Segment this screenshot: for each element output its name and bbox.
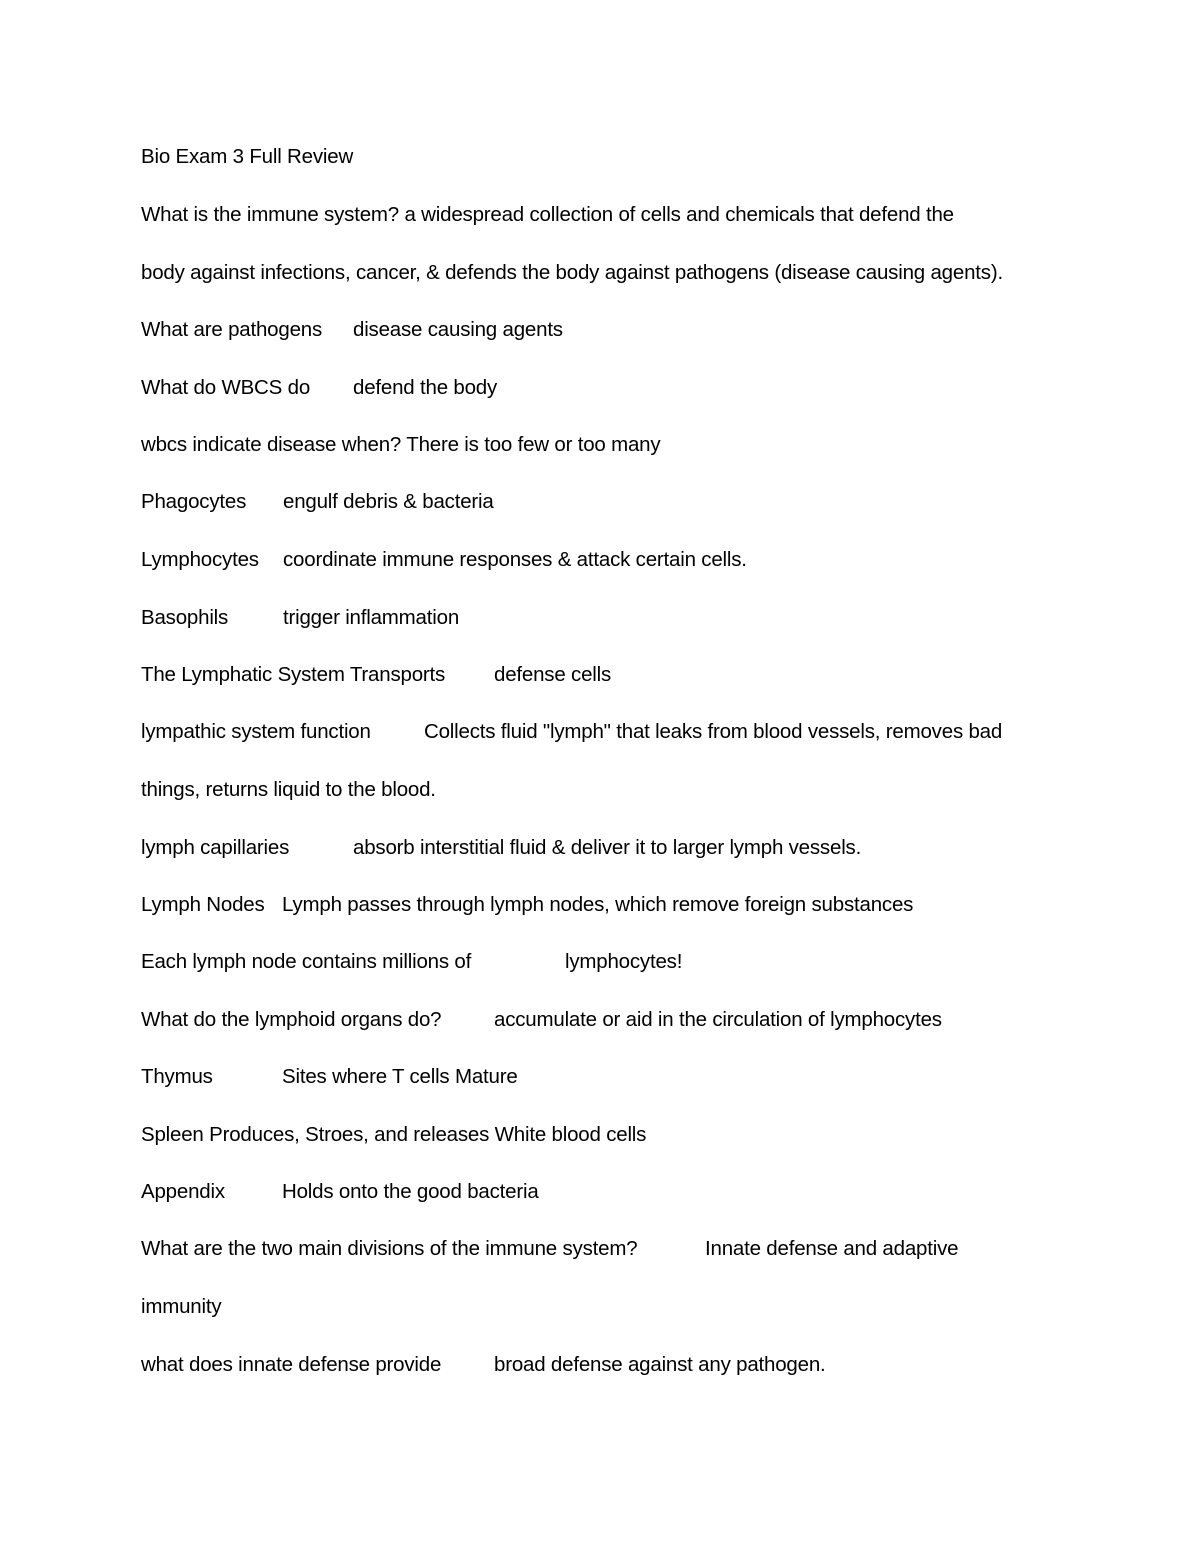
line-text: things, returns liquid to the blood. bbox=[141, 778, 436, 801]
line-definition: engulf debris & bacteria bbox=[283, 490, 494, 513]
line-text: What is the immune system? a widespread collection of cells and chemicals that defend the bbox=[141, 203, 954, 226]
line-text: body against infections, cancer, & defends the body against pathogens (disease causing agents). bbox=[141, 261, 1003, 284]
line-definition: defend the body bbox=[353, 376, 498, 399]
line-definition: Holds onto the good bacteria bbox=[282, 1180, 539, 1203]
line-definition: trigger inflammation bbox=[283, 606, 460, 629]
line-definition: Collects fluid "lymph" that leaks from blood vessels, removes bad bbox=[424, 720, 1003, 743]
line-definition: coordinate immune responses & attack certain cells. bbox=[283, 548, 747, 571]
line-term: lymph capillaries bbox=[141, 836, 290, 859]
line-term: Phagocytes bbox=[141, 490, 247, 513]
line-definition: broad defense against any pathogen. bbox=[494, 1353, 826, 1376]
line-definition: absorb interstitial fluid & deliver it to larger lymph vessels. bbox=[353, 836, 862, 859]
line-term: Lymph Nodes bbox=[141, 893, 265, 916]
line-term: Each lymph node contains millions of bbox=[141, 950, 472, 973]
line-text: Spleen Produces, Stroes, and releases White blood cells bbox=[141, 1123, 647, 1146]
line-definition: accumulate or aid in the circulation of lymphocytes bbox=[494, 1008, 942, 1031]
line-term: What are pathogens bbox=[141, 318, 323, 341]
line-text: wbcs indicate disease when? There is too few or too many bbox=[141, 433, 661, 456]
line-term: Lymphocytes bbox=[141, 548, 259, 571]
line-definition: disease causing agents bbox=[353, 318, 563, 341]
line-term: lympathic system function bbox=[141, 720, 371, 743]
line-term: What do WBCS do bbox=[141, 376, 311, 399]
line-term: Appendix bbox=[141, 1180, 225, 1203]
line-term: What do the lymphoid organs do? bbox=[141, 1008, 442, 1031]
line-term: Thymus bbox=[141, 1065, 213, 1088]
line-definition: defense cells bbox=[494, 663, 612, 686]
line-definition: Innate defense and adaptive bbox=[705, 1237, 959, 1260]
line-text: immunity bbox=[141, 1295, 222, 1318]
line-definition: Sites where T cells Mature bbox=[282, 1065, 518, 1088]
line-term: what does innate defense provide bbox=[141, 1353, 442, 1376]
line-term: The Lymphatic System Transports bbox=[141, 663, 446, 686]
line-term: Basophils bbox=[141, 606, 229, 629]
line-definition: lymphocytes! bbox=[565, 950, 683, 973]
line-definition: Lymph passes through lymph nodes, which remove foreign substances bbox=[282, 893, 914, 916]
line-term: What are the two main divisions of the immune system? bbox=[141, 1237, 638, 1260]
document-title: Bio Exam 3 Full Review bbox=[141, 145, 354, 168]
